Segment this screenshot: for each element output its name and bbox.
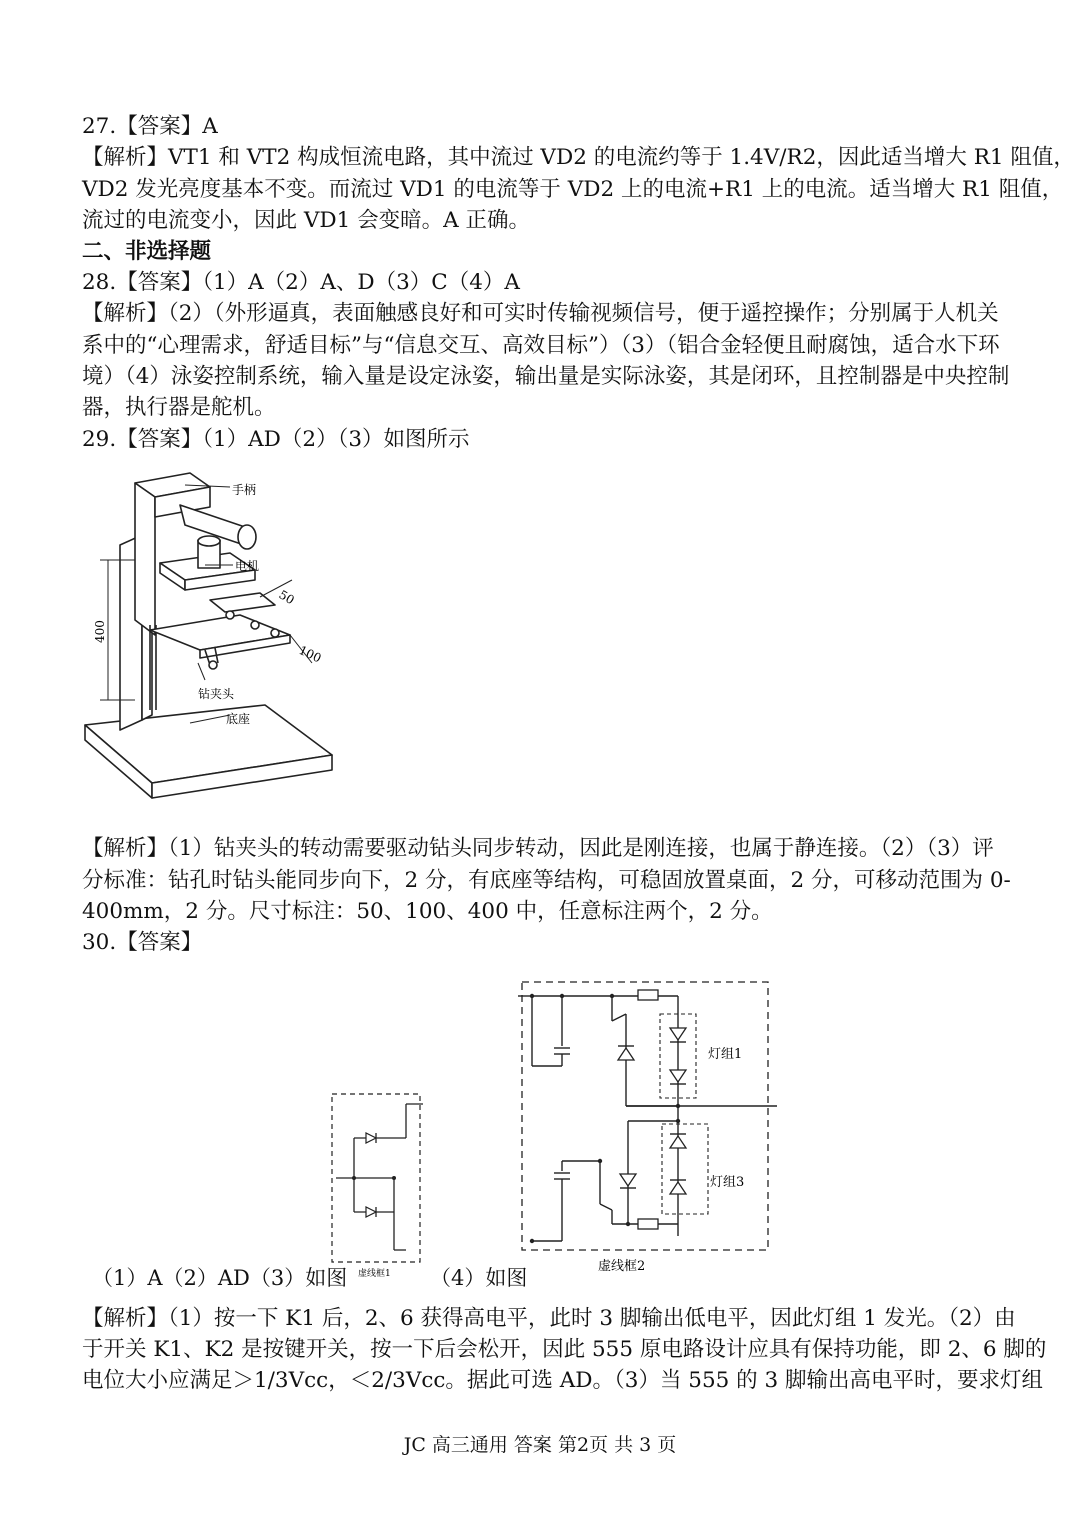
box2-label: 虚线框2 — [598, 1259, 646, 1274]
box1-label: 虚线框1 — [358, 1269, 391, 1279]
q30-analysis-line: 【解析】（1）按一下 K1 后，2、6 获得高电平，此时 3 脚输出低电平，因此灯组 1 发光。（2）由 — [82, 1306, 1016, 1331]
q27-analysis-line: 【解析】VT1 和 VT2 构成恒流电路，其中流过 VD2 的电流约等于 1.4V/R2，因此适当增大 R1 阻值， — [82, 145, 1075, 170]
lamp3-label: 灯组3 — [710, 1175, 745, 1190]
q28-analysis-line: 器，执行器是舵机。 — [82, 395, 276, 420]
q27-answer: 27.【答案】A — [82, 114, 218, 139]
q28-analysis-line: 境）（4）泳姿控制系统，输入量是设定泳姿，输出量是实际泳姿，其是闭环，且控制器是中央控制 — [82, 364, 1010, 389]
label-motor: 电机 — [235, 559, 260, 573]
q30-analysis-line: 电位大小应满足＞1/3Vcc，＜2/3Vcc。据此可选 AD。（3）当 555 的 3 脚输出高电平时，要求灯组 — [82, 1368, 1044, 1393]
q28-analysis-line: 【解析】（2）（外形逼真，表面触感良好和可实时传输视频信号，便于遥控操作；分别属于人机关 — [82, 301, 999, 326]
q28-analysis-line: 系中的“心理需求，舒适目标”与“信息交互、高效目标”）（3）（铝合金轻便且耐腐蚀，适合水下环 — [82, 333, 1000, 358]
label-chuck: 钻夹头 — [198, 687, 235, 701]
label-handle: 手柄 — [232, 483, 257, 497]
drill-stand-figure — [80, 465, 340, 800]
label-dim-400: 400 — [93, 620, 107, 643]
q29-analysis-line: 分标准：钻孔时钻头能同步向下，2 分，有底座等结构，可稳固放置桌面，2 分，可移动范围为 0- — [82, 868, 1011, 893]
q28-answer: 28.【答案】（1）A（2）A、D（3）C（4）A — [82, 270, 520, 295]
circuit-box-2 — [512, 976, 784, 1278]
label-dim-100: 100 — [296, 643, 324, 666]
label-base: 底座 — [226, 712, 251, 726]
q27-analysis-line: 流过的电流变小，因此 VD1 会变暗。A 正确。 — [82, 208, 530, 233]
q30-analysis-line: 于开关 K1、K2 是按键开关，按一下后会松开，因此 555 原电路设计应具有保持功能，即 2、6 脚的 — [82, 1337, 1047, 1362]
label-dim-50: 50 — [276, 587, 297, 608]
q27-analysis-line: VD2 发光亮度基本不变。而流过 VD1 的电流等于 VD2 上的电流+R1 上的电流。适当增大 R1 阻值， — [82, 177, 1064, 202]
q30-answer: 30.【答案】 — [82, 930, 203, 955]
section-title: 二、非选择题 — [82, 239, 212, 264]
q29-analysis-line: 400mm，2 分。尺寸标注：50、100、400 中，任意标注两个，2 分。 — [82, 899, 773, 924]
q30-sub-answers-1: （1）A（2）AD（3）如图 — [92, 1266, 348, 1290]
q29-answer: 29.【答案】（1）AD（2）（3）如图所示 — [82, 427, 470, 452]
page-footer: JC 高三通用 答案 第2页 共 3 页 — [403, 1434, 677, 1456]
lamp1-label: 灯组1 — [708, 1047, 743, 1062]
q30-sub-answers-2: （4）如图 — [430, 1266, 528, 1290]
circuit-box-1 — [326, 1088, 436, 1283]
q29-analysis-line: 【解析】（1）钻夹头的转动需要驱动钻头同步转动，因此是刚连接，也属于静连接。（2）（3）评 — [82, 836, 994, 861]
